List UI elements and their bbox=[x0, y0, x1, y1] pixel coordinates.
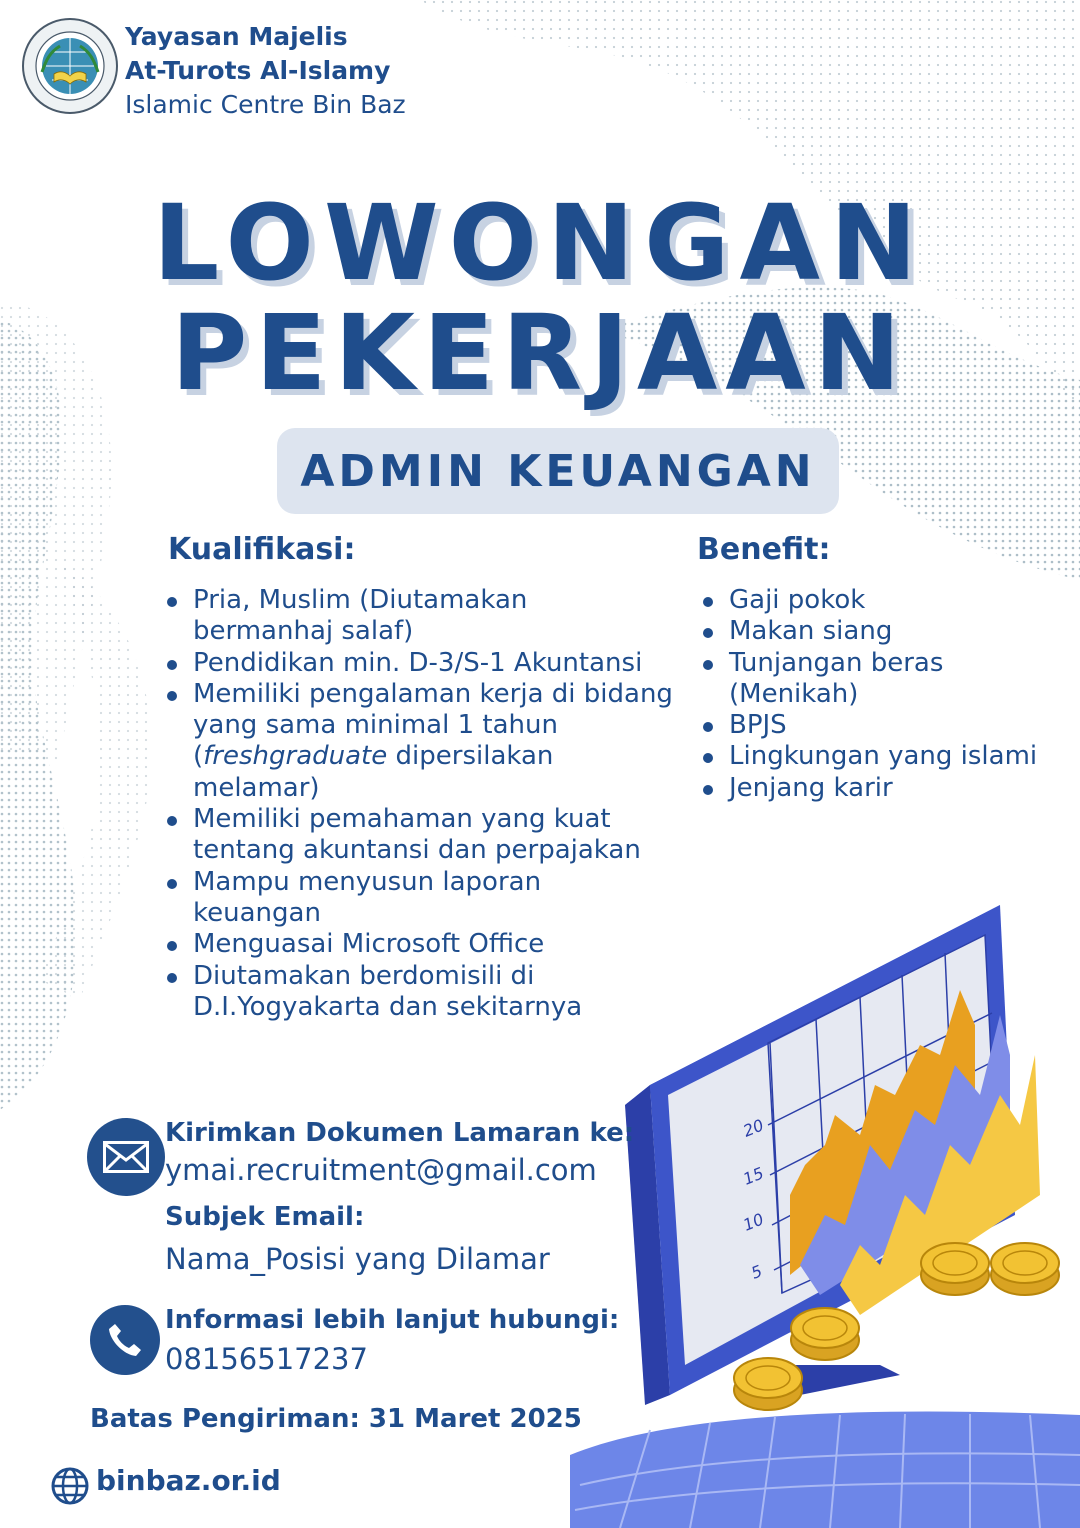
globe-icon bbox=[50, 1466, 90, 1506]
list-item: Memiliki pengalaman kerja di bidang yang sama minimal 1 tahun (freshgraduate dipersilakan melamar) bbox=[165, 679, 675, 804]
list-item: Menguasai Microsoft Office bbox=[165, 929, 675, 960]
submission-deadline: Batas Pengiriman: 31 Maret 2025 bbox=[90, 1404, 582, 1434]
list-item: Pria, Muslim (Diutamakan bermanhaj salaf) bbox=[165, 585, 675, 648]
website-link[interactable]: binbaz.or.id bbox=[96, 1464, 281, 1497]
list-item: Lingkungan yang islami bbox=[701, 741, 1071, 772]
phone-icon bbox=[90, 1305, 160, 1375]
email-subject-value: Nama_Posisi yang Dilamar bbox=[165, 1242, 550, 1276]
axis-label-20: 20 bbox=[740, 1115, 767, 1141]
mail-icon bbox=[87, 1118, 165, 1196]
list-item: Mampu menyusun laporan keuangan bbox=[165, 867, 675, 930]
title-line1: LOWONGAN bbox=[152, 182, 928, 304]
list-item: BPJS bbox=[701, 710, 1071, 741]
list-item: Jenjang karir bbox=[701, 773, 1071, 804]
organization-logo bbox=[20, 16, 120, 116]
list-item: Memiliki pemahaman yang kuat tentang akuntansi dan perpajakan bbox=[165, 804, 675, 867]
finance-chart-illustration bbox=[560, 895, 1080, 1528]
list-item: Gaji pokok bbox=[701, 585, 1071, 616]
email-address[interactable]: ymai.recruitment@gmail.com bbox=[165, 1153, 597, 1187]
list-item: Pendidikan min. D-3/S-1 Akuntansi bbox=[165, 648, 675, 679]
phone-number[interactable]: 08156517237 bbox=[165, 1342, 368, 1376]
organization-name bbox=[125, 20, 406, 122]
list-item: Makan siang bbox=[701, 616, 1071, 647]
send-documents-heading: Kirimkan Dokumen Lamaran ke: bbox=[165, 1118, 635, 1148]
position-badge bbox=[277, 428, 839, 514]
axis-label-5: 5 bbox=[748, 1261, 765, 1283]
org-name-line2: At-Turots Al-Islamy bbox=[125, 56, 391, 85]
more-info-heading: Informasi lebih lanjut hubungi: bbox=[165, 1305, 620, 1335]
benefits-heading: Benefit: bbox=[697, 532, 831, 567]
position-title: ADMIN KEUANGAN bbox=[300, 445, 816, 497]
qualifications-heading: Kualifikasi: bbox=[168, 532, 356, 567]
list-item: Tunjangan beras (Menikah) bbox=[701, 648, 1071, 711]
org-name-line3: Islamic Centre Bin Baz bbox=[125, 90, 406, 119]
email-subject-heading: Subjek Email: bbox=[165, 1202, 365, 1232]
benefits-list bbox=[701, 585, 1071, 804]
axis-label-10: 10 bbox=[740, 1209, 767, 1235]
axis-label-15: 15 bbox=[740, 1163, 767, 1189]
title-line2: PEKERJAAN bbox=[171, 292, 909, 414]
org-name-line1: Yayasan Majelis bbox=[125, 22, 348, 51]
list-item: Diutamakan berdomisili di D.I.Yogyakarta dan sekitarnya bbox=[165, 961, 675, 1024]
